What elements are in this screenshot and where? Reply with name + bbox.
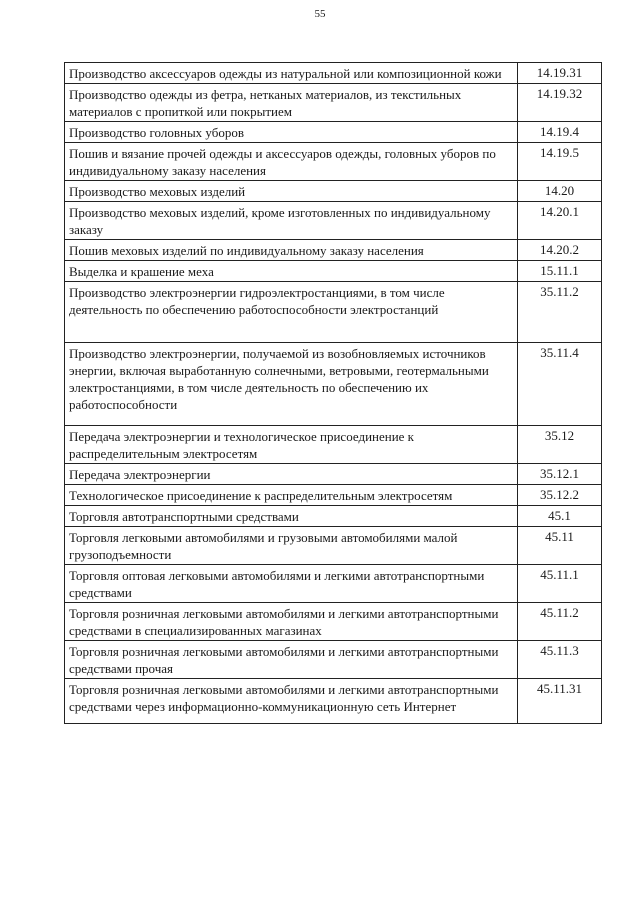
- activity-name: Производство меховых изделий, кроме изготовленных по индивидуальному заказу: [65, 202, 518, 240]
- activity-name: Торговля легковыми автомобилями и грузовыми автомобилями малой грузоподъемности: [65, 527, 518, 565]
- activity-code: 14.19.5: [518, 143, 602, 181]
- activity-code: 35.11.2: [518, 282, 602, 343]
- table-row: [65, 63, 602, 84]
- activity-code: 14.19.4: [518, 122, 602, 143]
- activity-name: Пошив и вязание прочей одежды и аксессуаров одежды, головных уборов по индивидуальному заказу населения: [65, 143, 518, 181]
- activity-code: 45.11.3: [518, 641, 602, 679]
- activity-name: Технологическое присоединение к распределительным электросетям: [65, 485, 518, 506]
- table-row: [65, 641, 602, 679]
- table-row: [65, 527, 602, 565]
- activity-code: 35.12.1: [518, 464, 602, 485]
- activity-code: 35.12.2: [518, 485, 602, 506]
- table-row: [65, 122, 602, 143]
- activity-name: Торговля розничная легковыми автомобилями и легкими автотранспортными средствами в специализированных магазинах: [65, 603, 518, 641]
- table-row: [65, 282, 602, 343]
- activity-name: Выделка и крашение меха: [65, 261, 518, 282]
- table-row: [65, 202, 602, 240]
- activity-name: Передача электроэнергии: [65, 464, 518, 485]
- table-row: [65, 84, 602, 122]
- activity-code: 45.1: [518, 506, 602, 527]
- table-row: [65, 143, 602, 181]
- activity-name: Производство меховых изделий: [65, 181, 518, 202]
- activity-name: Передача электроэнергии и технологическое присоединение к распределительным электросетям: [65, 426, 518, 464]
- table-row: [65, 464, 602, 485]
- activity-name: Торговля розничная легковыми автомобилями и легкими автотранспортными средствами через информационно-коммуникационную сеть Интернет: [65, 679, 518, 724]
- activity-code: 35.11.4: [518, 343, 602, 426]
- table-row: [65, 240, 602, 261]
- activity-name: Производство одежды из фетра, нетканых материалов, из текстильных материалов с пропиткой или покрытием: [65, 84, 518, 122]
- activity-code: 14.20.1: [518, 202, 602, 240]
- activity-code: 14.19.31: [518, 63, 602, 84]
- table-row: [65, 261, 602, 282]
- table-row: [65, 343, 602, 426]
- activity-code: 45.11.31: [518, 679, 602, 724]
- activity-name: Торговля розничная легковыми автомобилями и легкими автотранспортными средствами прочая: [65, 641, 518, 679]
- activity-code: 14.20.2: [518, 240, 602, 261]
- activity-name: Пошив меховых изделий по индивидуальному заказу населения: [65, 240, 518, 261]
- table-row: [65, 506, 602, 527]
- activity-name: Производство аксессуаров одежды из натуральной или композиционной кожи: [65, 63, 518, 84]
- activity-name: Производство электроэнергии гидроэлектростанциями, в том числе деятельность по обеспечению работоспособности электростанций: [65, 282, 518, 343]
- activity-code: 45.11.1: [518, 565, 602, 603]
- page-number: 55: [314, 8, 326, 20]
- activity-code: 35.12: [518, 426, 602, 464]
- activity-name: Производство головных уборов: [65, 122, 518, 143]
- table-row: [65, 679, 602, 724]
- activity-code: 14.20: [518, 181, 602, 202]
- table-row: [65, 181, 602, 202]
- activity-code: 45.11.2: [518, 603, 602, 641]
- activity-code: 15.11.1: [518, 261, 602, 282]
- okved-table: [64, 62, 602, 724]
- activity-code: 14.19.32: [518, 84, 602, 122]
- table-row: [65, 485, 602, 506]
- table-row: [65, 603, 602, 641]
- activity-code: 45.11: [518, 527, 602, 565]
- activity-name: Торговля автотранспортными средствами: [65, 506, 518, 527]
- activity-name: Торговля оптовая легковыми автомобилями и легкими автотранспортными средствами: [65, 565, 518, 603]
- table-row: [65, 426, 602, 464]
- activity-name: Производство электроэнергии, получаемой из возобновляемых источников энергии, включая выработанную солнечными, ветровыми, геотермальными электростанциями, в том числе деятельность по обеспечению их работоспособности: [65, 343, 518, 426]
- table-row: [65, 565, 602, 603]
